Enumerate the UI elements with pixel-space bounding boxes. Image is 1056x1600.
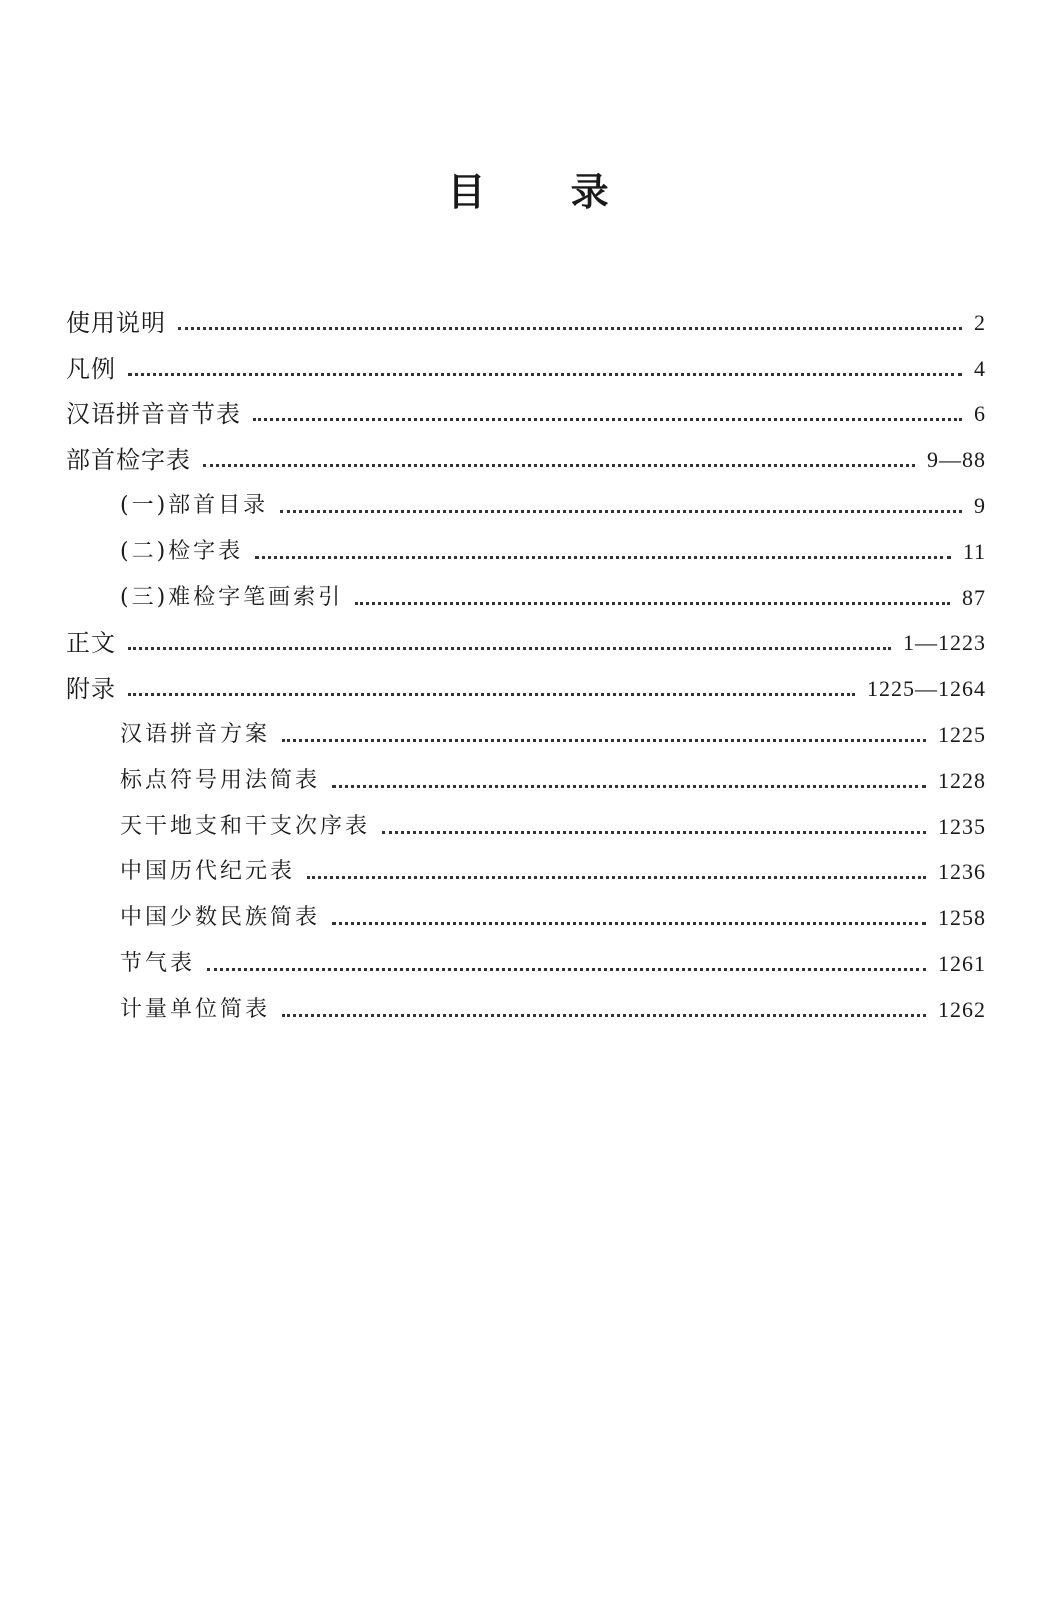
toc-entry-label: 凡例 [66, 354, 116, 383]
toc-entry-usage-notes[interactable] [66, 294, 986, 340]
toc-entry-appendix[interactable] [66, 660, 986, 706]
toc-entry-page: 6 [974, 401, 986, 427]
toc-entry-page: 1228 [938, 767, 986, 793]
dot-leader [255, 556, 951, 559]
toc-entry-label: 使用说明 [66, 308, 166, 337]
toc-entry-main-text[interactable] [66, 615, 986, 661]
toc-entry-label: 部首检字表 [66, 446, 191, 475]
toc-entry-label: 计量单位简表 [120, 996, 271, 1022]
toc-entry-label: 标点符号用法简表 [120, 767, 321, 793]
toc-entry-page: 87 [962, 584, 986, 610]
toc-subentry-ethnic-minorities-table[interactable] [66, 889, 986, 935]
dot-leader [280, 510, 962, 513]
toc-subentry-measurement-units-table[interactable] [66, 981, 986, 1027]
toc-entry-label: 中国少数民族简表 [120, 905, 321, 931]
toc-entry-page: 1262 [938, 996, 986, 1022]
dot-leader [382, 831, 926, 834]
toc-entry-page: 1235 [938, 813, 986, 839]
dot-leader [307, 876, 926, 879]
toc-entry-page: 2 [974, 309, 986, 335]
toc-entry-label: (三)难检字笔画索引 [120, 584, 344, 610]
dot-leader [253, 418, 962, 421]
toc-entry-page: 1225—1264 [867, 676, 986, 702]
toc-subentry-punctuation-table[interactable] [66, 752, 986, 798]
toc-subentry-character-index[interactable] [66, 523, 986, 569]
toc-entry-page: 9—88 [927, 447, 986, 473]
dot-leader [128, 647, 891, 650]
toc-entry-page: 1236 [938, 859, 986, 885]
dot-leader [203, 464, 915, 467]
toc-entry-label: 汉语拼音音节表 [66, 400, 241, 429]
toc-subentry-stems-branches-table[interactable] [66, 798, 986, 844]
toc-subentry-pinyin-scheme[interactable] [66, 706, 986, 752]
toc-subentry-stroke-index[interactable] [66, 569, 986, 615]
dot-leader [207, 968, 926, 971]
toc-entry-radical-index[interactable] [66, 431, 986, 477]
toc-entry-page: 1261 [938, 950, 986, 976]
dot-leader [282, 1014, 926, 1017]
dot-leader [332, 785, 926, 788]
toc-entry-label: 汉语拼音方案 [120, 721, 271, 747]
toc-entry-label: (二)检字表 [120, 538, 244, 564]
toc-entry-page: 1258 [938, 905, 986, 931]
toc-subentry-radical-list[interactable] [66, 477, 986, 523]
toc-entry-label: (一)部首目录 [120, 492, 269, 518]
dot-leader [178, 327, 962, 330]
toc-entry-label: 中国历代纪元表 [120, 859, 296, 885]
toc-entry-conventions[interactable] [66, 340, 986, 386]
dot-leader [332, 922, 926, 925]
dot-leader [355, 602, 950, 605]
toc-entry-page: 1—1223 [903, 630, 986, 656]
toc-entry-pinyin-syllable-table[interactable] [66, 386, 986, 432]
toc-entry-label: 节气表 [120, 950, 196, 976]
dot-leader [282, 739, 926, 742]
page-title: 目 录 [447, 170, 645, 214]
toc-entry-page: 11 [962, 538, 986, 564]
toc-entry-label: 附录 [66, 675, 116, 704]
dot-leader [128, 373, 962, 376]
toc-entry-label: 天干地支和干支次序表 [120, 813, 371, 839]
toc-entry-page: 9 [974, 492, 986, 518]
toc-subentry-chronology-table[interactable] [66, 844, 986, 890]
toc-entry-page: 1225 [938, 721, 986, 747]
toc-subentry-solar-terms-table[interactable] [66, 935, 986, 981]
toc-entry-page: 4 [974, 355, 986, 381]
table-of-contents [66, 294, 986, 1027]
toc-entry-label: 正文 [66, 629, 116, 658]
dot-leader [128, 693, 855, 696]
